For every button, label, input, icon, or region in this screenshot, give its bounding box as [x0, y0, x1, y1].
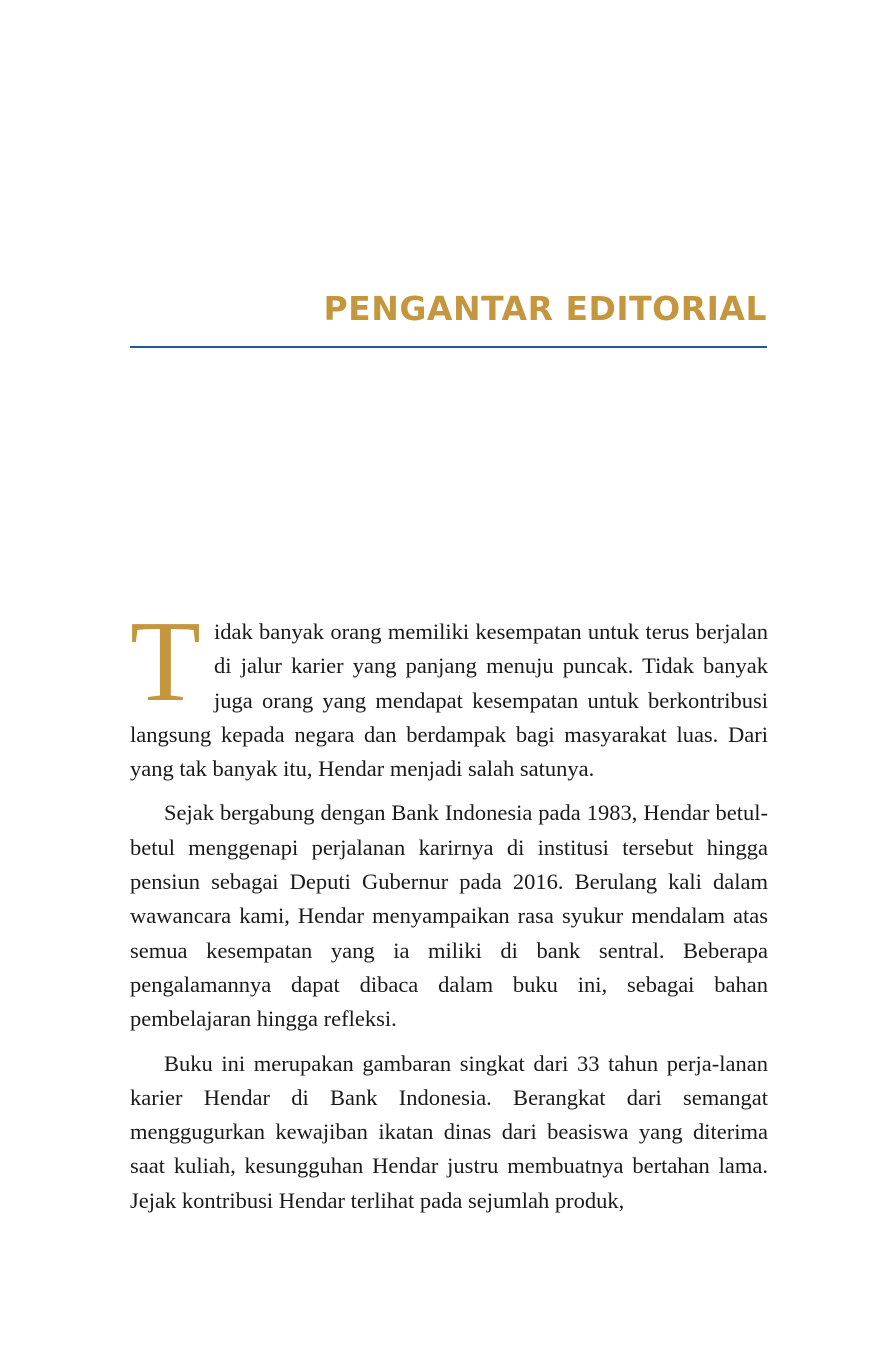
- paragraph-1: [130, 598, 768, 786]
- drop-cap: T: [130, 598, 201, 726]
- paragraph-2: Sejak bergabung dengan Bank Indonesia pada 1983, Hendar betul-betul menggenapi perjalanan karirnya di institusi tersebut hingga pensiun sebagai Deputi Gubernur pada 2016. Berulang kali dalam wawancara kami, Hendar menyampaikan rasa syukur mendalam atas semua kesempatan yang ia miliki di bank sentral. Beberapa pengalamannya dapat dibaca dalam buku ini, sebagai bahan pembelajaran hingga refleksi.: [130, 800, 768, 1032]
- body-text: [130, 598, 768, 1218]
- paragraph-1-text: idak banyak orang memiliki kesempatan untuk terus berjalan di jalur karier yang panjang menuju puncak. Tidak banyak juga orang yang mendapat kesempatan untuk berkontribusi langsung kepada negara dan berdampak bagi masyarakat luas. Dari yang tak banyak itu, Hendar menjadi salah satunya.: [130, 619, 768, 782]
- title-divider: [130, 346, 767, 348]
- chapter-title: PENGANTAR EDITORIAL: [323, 289, 767, 328]
- paragraph-3: Buku ini merupakan gambaran singkat dari 33 tahun perja-lanan karier Hendar di Bank Indonesia. Berangkat dari semangat menggugurkan kewajiban ikatan dinas dari beasiswa yang diterima saat kuliah, kesungguhan Hendar justru membuatnya bertahan lama. Jejak kontribusi Hendar terlihat pada sejumlah produk,: [130, 1050, 768, 1213]
